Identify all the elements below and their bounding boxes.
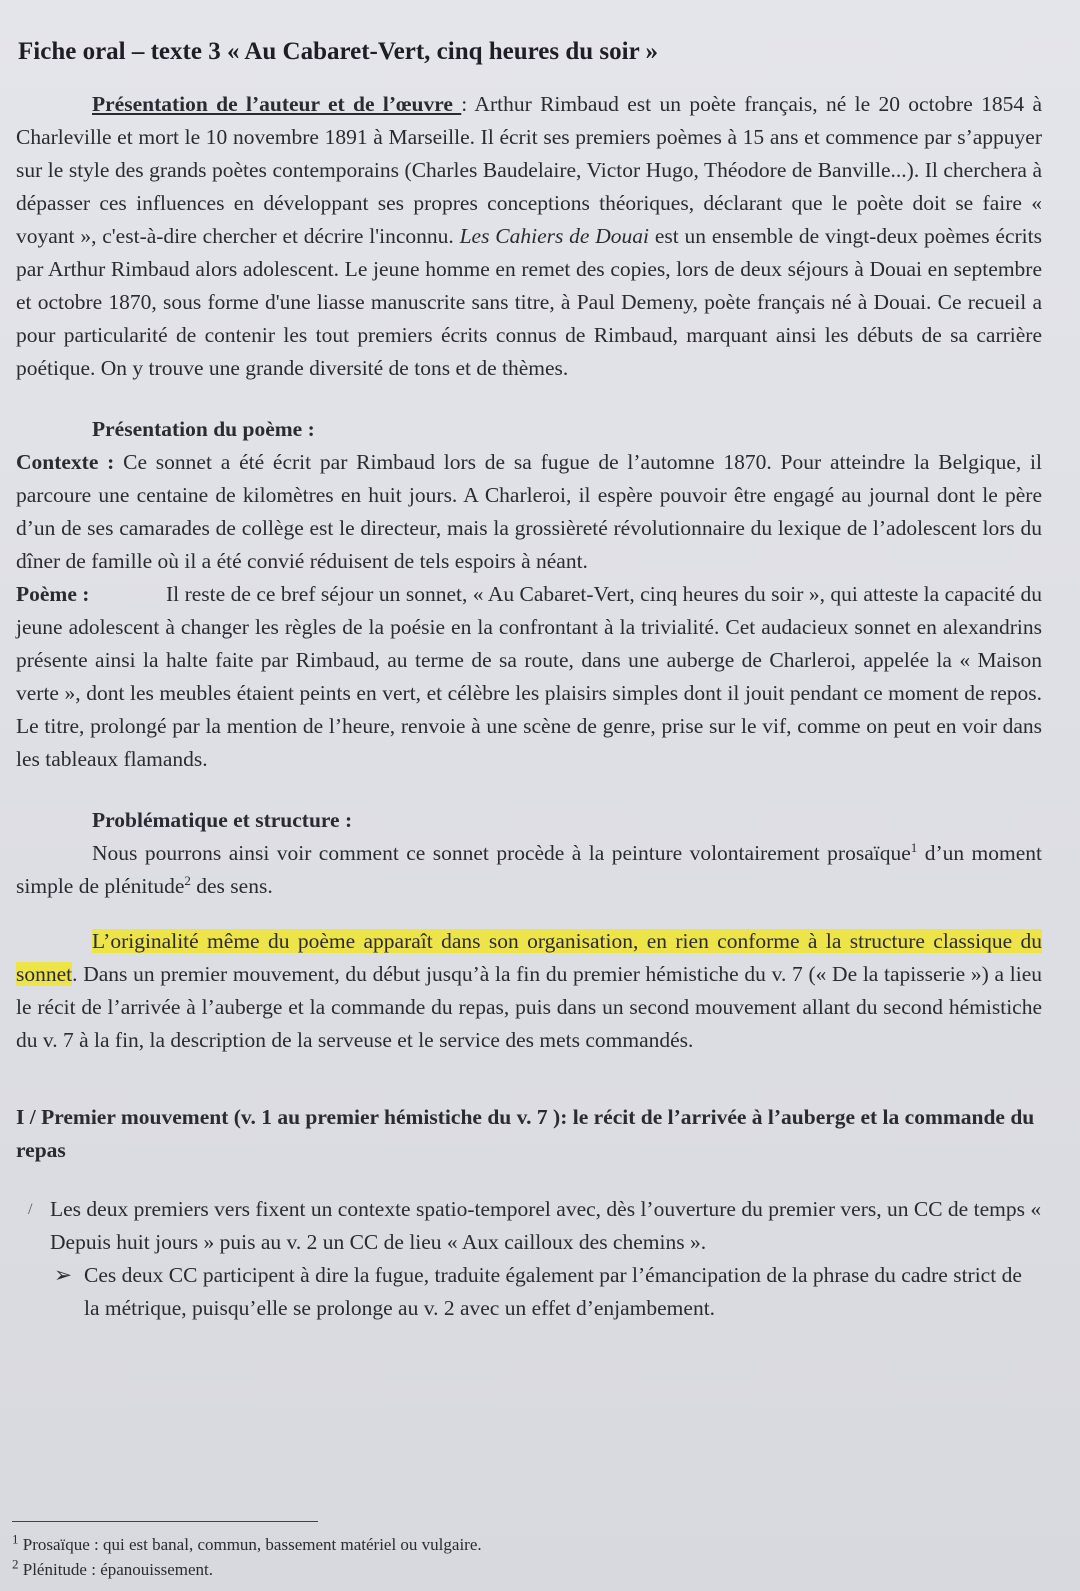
poem-paragraph [16,578,1042,776]
footnote-separator [12,1521,318,1522]
structure-paragraph [16,925,1042,1057]
highlighted-text: L’originalité même du poème apparaît dans son organisation, en rien conforme à la structure classique du sonnet [16,929,1042,986]
problematique-text-b: d’un moment simple de plénitude [16,841,1043,898]
footnote-ref-2: 2 [184,872,191,888]
list-item [16,1259,1042,1325]
context-text: Ce sonnet a été écrit par Rimbaud lors de sa fugue de l’automne 1870. Pour atteindre la Belgique, il parcoure une centaine de kilomètres en huit jours. A Charleroi, il espère pouvoir être engagé au journal dont le père d’un de ses camarades de collège est le directeur, mais la grossièreté révolutionnaire du lexique de l’adolescent lors du dîner de famille où il a été convié réduisent de tels espoirs à néant. [16,450,1042,573]
footnote-text: Plénitude : épanouissement. [18,1560,214,1579]
bullet-text: Les deux premiers vers fixent un contexte spatio-temporel avec, dès l’ouverture du premier vers, un CC de temps « Depuis huit jours » puis au v. 2 un CC de lieu « Aux cailloux des chemins ». [50,1197,1042,1254]
poem-presentation-section [16,413,1042,776]
problematique-text-a: Nous pourrons ainsi voir comment ce sonnet procède à la peinture volontairement prosaïque [92,841,911,865]
poem-label: Poème : [16,582,90,606]
footnote-num: 1 [12,1531,19,1547]
author-presentation-paragraph [16,88,1042,385]
footnote-1 [12,1532,482,1557]
sub-bullet-text: Ces deux CC participent à dire la fugue, traduite également par l’émancipation de la phrase du cadre strict de la métrique, puisqu’elle se prolonge au v. 2 avec un effet d’enjambement. [84,1263,1022,1320]
footnote-2 [12,1557,482,1582]
bullet-mark-icon: / [28,1201,33,1218]
poem-text: Il reste de ce bref séjour un sonnet, « Au Cabaret-Vert, cinq heures du soir », qui atteste la capacité du jeune adolescent à changer les règles de la poésie en la confrontant à la trivialité. Cet audacieux sonnet en alexandrins présente ainsi la halte faite par Rimbaud, au terme de sa route, dans une auberge de Charleroi, appelée la « Maison verte », dont les meubles étaient peints en vert, et célèbre les plaisirs simples dont il jouit pendant ce moment de repos. Le titre, prolongé par la mention de l’heure, renvoie à une scène de genre, prise sur le vif, comme on peut en voir dans les tableaux flamands. [16,582,1042,771]
footnotes [12,1532,482,1582]
context-label: Contexte : [16,450,115,474]
problematique-section [16,804,1042,1057]
footnote-ref-1: 1 [910,839,918,855]
part1-bullets [16,1193,1042,1325]
page-title: Fiche oral – texte 3 « Au Cabaret-Vert, cinq heures du soir » [18,38,659,65]
poem-presentation-heading: Présentation du poème : [92,417,315,441]
arrow-bullet-icon: ➢ [54,1263,73,1287]
problematique-text-c: des sens. [190,874,273,898]
author-text-1: : Arthur Rimbaud est un poète français, né le 20 octobre 1854 à Charleville et mort le 10 novembre 1891 à Marseille. Il écrit ses premiers poèmes à 15 ans et commence par s’appuyer sur le style des grands poètes contemporains (Charles Baudelaire, Victor Hugo, Théodore de Banville...). Il cherchera à dépasser ces influences en développant ses propres conceptions théoriques, déclarant que le poète doit se faire « voyant », c'est-à-dire chercher et décrire l'inconnu. [16,92,1042,248]
problematique-heading: Problématique et structure : [92,808,353,832]
context-paragraph [16,446,1042,578]
part1-title: I / Premier mouvement (v. 1 au premier hémistiche du v. 7 ): le récit de l’arrivée à l’auberge et la commande du repas [16,1105,1035,1162]
work-title: Les Cahiers de Douai [459,224,650,248]
structure-text: . Dans un premier mouvement, du début jusqu’à la fin du premier hémistiche du v. 7 (« De la tapisserie ») a lieu le récit de l’arrivée à l’auberge et la commande du repas, puis dans un second mouvement allant du second hémistiche du v. 7 à la fin, la description de la serveuse et le service des mets commandés. [16,962,1042,1052]
author-text-2: est un ensemble de vingt-deux poèmes écrits par Arthur Rimbaud alors adolescent. Le jeune homme en remet des copies, lors de deux séjours à Douai en septembre et octobre 1870, sous forme d'une liasse manuscrite sans titre, à Paul Demeny, poète français né à Douai. Ce recueil a pour particularité de contenir les tout premiers écrits connus de Rimbaud, marquant ainsi les débuts de sa carrière poétique. On y trouve une grande diversité de tons et de thèmes. [16,224,1042,380]
footnote-text: Prosaïque : qui est banal, commun, bassement matériel ou vulgaire. [18,1535,482,1554]
list-item [16,1193,1042,1259]
footnote-num: 2 [12,1556,19,1572]
problematique-paragraph [16,837,1042,903]
author-presentation-label: Présentation de l’auteur et de l’œuvre [92,92,462,116]
